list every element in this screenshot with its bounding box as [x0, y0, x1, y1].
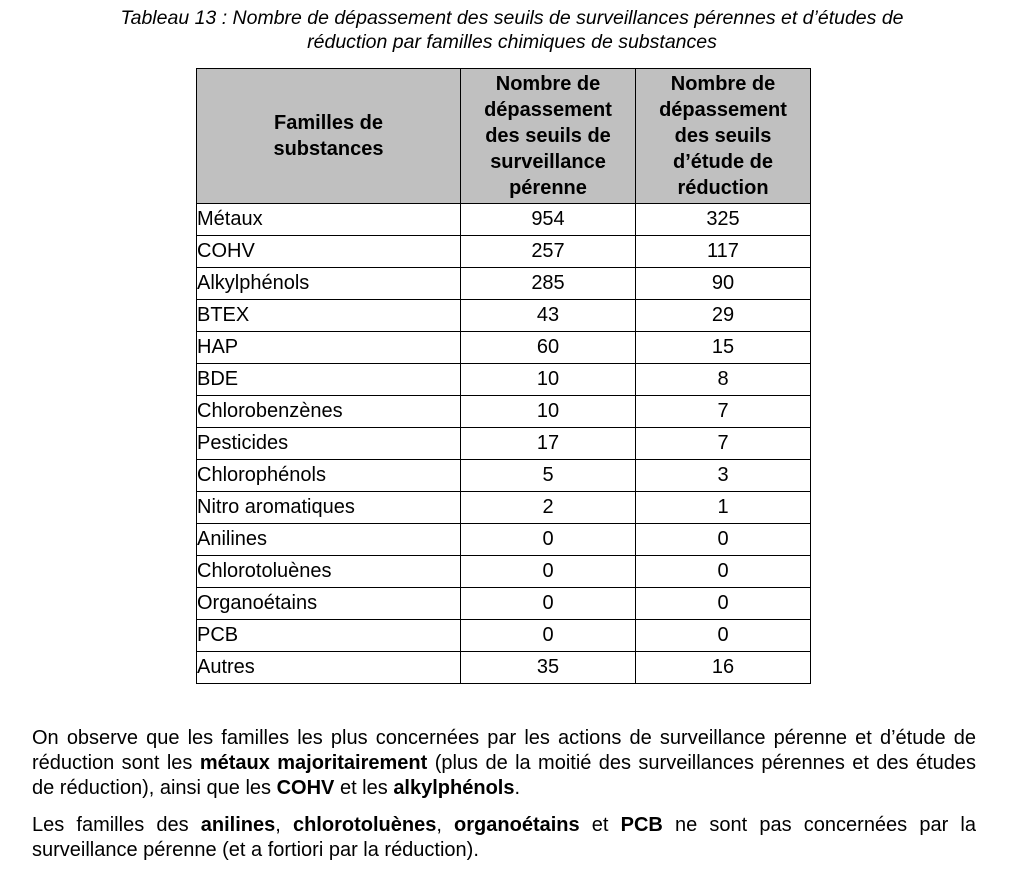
reduction-count: 8	[636, 364, 811, 396]
header-etude-reduction: Nombre de dépassement des seuils d’étude de réduction	[636, 69, 811, 204]
family-name: Pesticides	[197, 428, 461, 460]
reduction-count: 0	[636, 556, 811, 588]
table-row	[197, 204, 811, 236]
surveillance-count: 954	[461, 204, 636, 236]
surveillance-count: 35	[461, 652, 636, 684]
emphasis-pcb: PCB	[620, 814, 663, 836]
family-name: Anilines	[197, 524, 461, 556]
surveillance-count: 10	[461, 396, 636, 428]
header-surveillance-perenne: Nombre de dépassement des seuils de surveillance pérenne	[461, 69, 636, 204]
header-row	[197, 69, 811, 204]
family-name: HAP	[197, 332, 461, 364]
reduction-count: 29	[636, 300, 811, 332]
family-name: Alkylphénols	[197, 268, 461, 300]
surveillance-count: 10	[461, 364, 636, 396]
surveillance-count: 0	[461, 524, 636, 556]
reduction-count: 0	[636, 588, 811, 620]
header-families: Familles de substances	[197, 69, 461, 204]
table-row	[197, 236, 811, 268]
family-name: BTEX	[197, 300, 461, 332]
emphasis-organoetains: organoétains	[454, 814, 580, 836]
paragraph-unconcerned: Les familles des anilines, chlorotoluènes, organoétains et PCB ne sont pas concernées par la surveillance pérenne (et a fortiori par la réduction).	[32, 814, 976, 861]
reduction-count: 0	[636, 524, 811, 556]
reduction-count: 1	[636, 492, 811, 524]
table-row	[197, 652, 811, 684]
table-row	[197, 396, 811, 428]
reduction-count: 16	[636, 652, 811, 684]
reduction-count: 15	[636, 332, 811, 364]
emphasis-anilines: anilines	[200, 814, 276, 836]
family-name: Métaux	[197, 204, 461, 236]
table-row	[197, 556, 811, 588]
surveillance-count: 5	[461, 460, 636, 492]
family-name: Chlorophénols	[197, 460, 461, 492]
surveillance-count: 0	[461, 556, 636, 588]
substances-table	[196, 68, 811, 684]
paragraph-summary: On observe que les familles les plus concernées par les actions de surveillance pérenne et d’étude de réduction sont les métaux majoritairement (plus de la moitié des surveillances pérennes et des études de réduction), ainsi que les COHV et les alkylphénols.	[32, 727, 976, 799]
table-row	[197, 492, 811, 524]
table-row	[197, 428, 811, 460]
surveillance-count: 285	[461, 268, 636, 300]
reduction-count: 7	[636, 428, 811, 460]
emphasis-chlorotoluenes: chlorotoluènes	[292, 814, 437, 836]
table-row	[197, 300, 811, 332]
table-row	[197, 460, 811, 492]
table-row	[197, 620, 811, 652]
table-row	[197, 268, 811, 300]
surveillance-count: 2	[461, 492, 636, 524]
table-row	[197, 364, 811, 396]
reduction-count: 90	[636, 268, 811, 300]
surveillance-count: 0	[461, 588, 636, 620]
family-name: Organoétains	[197, 588, 461, 620]
reduction-count: 325	[636, 204, 811, 236]
surveillance-count: 257	[461, 236, 636, 268]
reduction-count: 7	[636, 396, 811, 428]
family-name: Nitro aromatiques	[197, 492, 461, 524]
caption-line-1: Tableau 13 : Nombre de dépassement des seuils de surveillances pérennes et d’études de	[120, 7, 904, 29]
caption-line-2: réduction par familles chimiques de substances	[307, 31, 717, 53]
surveillance-count: 17	[461, 428, 636, 460]
family-name: COHV	[197, 236, 461, 268]
emphasis-alkylphenols: alkylphénols	[393, 777, 515, 799]
table-row	[197, 524, 811, 556]
reduction-count: 0	[636, 620, 811, 652]
emphasis-cohv: COHV	[276, 777, 335, 799]
family-name: PCB	[197, 620, 461, 652]
reduction-count: 117	[636, 236, 811, 268]
family-name: BDE	[197, 364, 461, 396]
surveillance-count: 60	[461, 332, 636, 364]
reduction-count: 3	[636, 460, 811, 492]
family-name: Autres	[197, 652, 461, 684]
surveillance-count: 43	[461, 300, 636, 332]
table-row	[197, 332, 811, 364]
table-caption	[0, 6, 1024, 54]
table-row	[197, 588, 811, 620]
emphasis-metaux: métaux majoritairement	[199, 752, 428, 774]
surveillance-count: 0	[461, 620, 636, 652]
family-name: Chlorobenzènes	[197, 396, 461, 428]
family-name: Chlorotoluènes	[197, 556, 461, 588]
